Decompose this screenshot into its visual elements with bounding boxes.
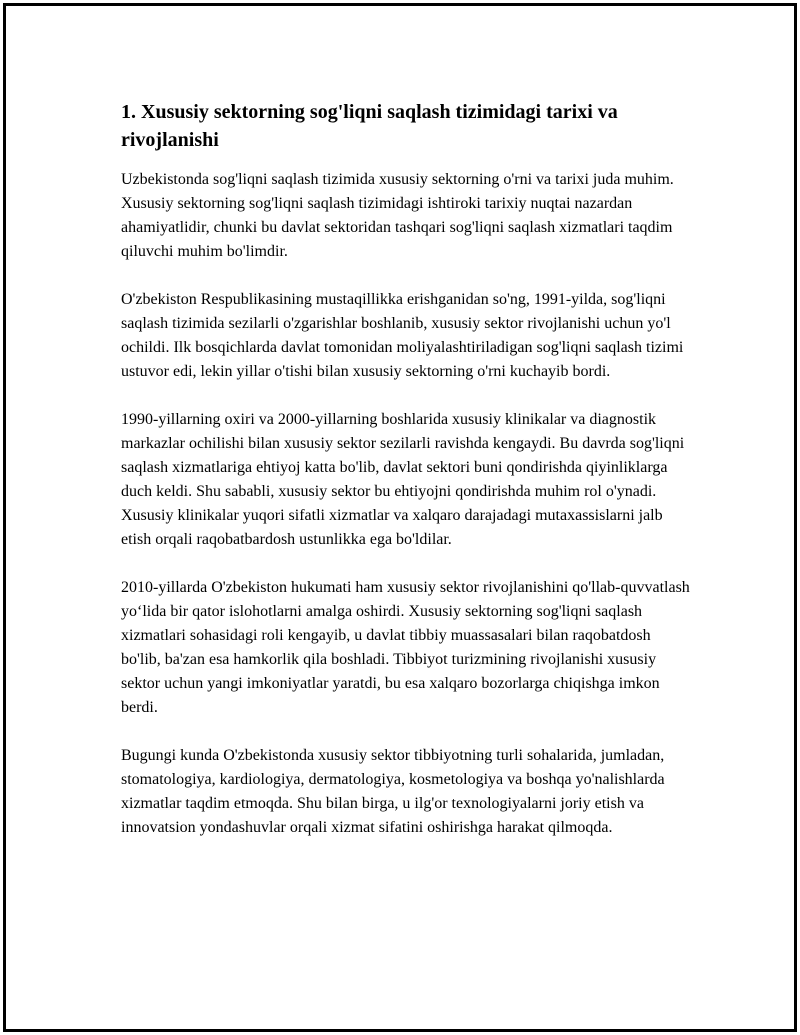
paragraph-independence: O'zbekiston Respublikasining mustaqillikka erishganidan so'ng, 1991-yilda, sog'liqni saqlash tizimida sezilarli o'zgarishlar boshlanib, xususiy sektor rivojlanishi uchun yo'l ochildi. Ilk bosqichlarda davlat tomonidan moliyalashtiriladigan sog'liqni saqlash tizimi ustuvor edi, lekin yillar o'tishi bilan xususiy sektorning o'rni kuchayib bordi. <box>121 291 684 380</box>
page-frame <box>3 3 797 1032</box>
section-heading: 1. Xususiy sektorning sog'liqni saqlash tizimidagi tarixi va rivojlanishi <box>121 101 618 151</box>
document-body <box>121 98 691 864</box>
paragraph-expansion: 1990-yillarning oxiri va 2000-yillarning boshlarida xususiy klinikalar va diagnostik markazlar ochilishi bilan xususiy sektor sezilarli ravishda kengaydi. Bu davrda sog'liqni saqlash xizmatlariga ehtiyoj katta bo'lib, davlat sektori buni qondirishda qiyinliklarga duch keldi. Shu sababli, xususiy sektor bu ehtiyojni qondirishda muhim rol o'ynadi. Xususiy klinikalar yuqori sifatli xizmatlar va xalqaro darajadagi mutaxassislarni jalb etish orqali raqobatbardosh ustunlikka ega bo'ldilar. <box>121 411 685 548</box>
paragraph-intro: Uzbekistonda sog'liqni saqlash tizimida xususiy sektorning o'rni va tarixi juda muhim. Xususiy sektorning sog'liqni saqlash tizimidagi ishtiroki tarixiy nuqtai nazardan ahamiyatlidir, chunki bu davlat sektoridan tashqari sog'liqni saqlash xizmatlari taqdim qiluvchi muhim bo'limdir. <box>121 171 674 260</box>
paragraph-today: Bugungi kunda O'zbekistonda xususiy sektor tibbiyotning turli sohalarida, jumladan, stomatologiya, kardiologiya, dermatologiya, kosmetologiya va boshqa yo'nalishlarda xizmatlar taqdim etmoqda. Shu bilan birga, u ilg'or texnologiyalarni joriy etish va innovatsion yondashuvlar orqali xizmat sifatini oshirishga harakat qilmoqda. <box>121 747 665 836</box>
paragraph-reforms: 2010-yillarda O'zbekiston hukumati ham xususiy sektor rivojlanishini qo'llab-quvvatlash yo‘lida bir qator islohotlarni amalga oshirdi. Xususiy sektorning sog'liqni saqlash xizmatlari sohasidagi roli kengayib, u davlat tibbiy muassasalari bilan raqobatdosh bo'lib, ba'zan esa hamkorlik qila boshladi. Tibbiyot turizmining rivojlanishi xususiy sektor uchun yangi imkoniyatlar yaratdi, bu esa xalqaro bozorlarga chiqishga imkon berdi. <box>121 579 690 716</box>
